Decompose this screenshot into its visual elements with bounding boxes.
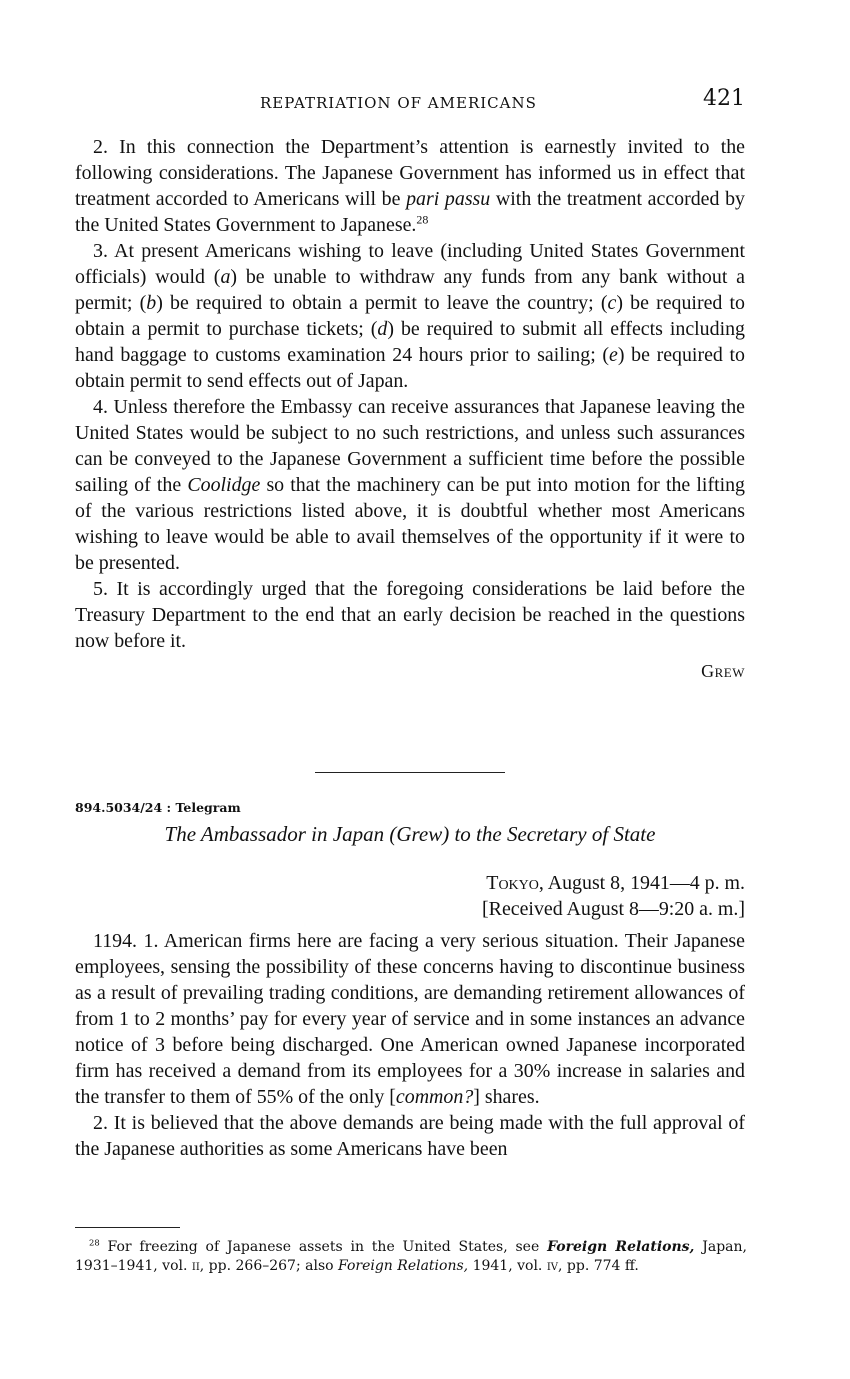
city-name: Tokyo xyxy=(486,872,539,894)
p3-item-a: a xyxy=(220,266,231,288)
second-document-body xyxy=(75,928,745,1162)
p3-item-e: e xyxy=(609,344,618,366)
p3-text: 3. At present Americans wishing to leave (including United States Government officials) would ( xyxy=(75,240,745,288)
p3-text: ) be required to submit all effects including hand baggage to customs examination 24 hours prior to sailing; ( xyxy=(75,318,745,366)
p3-item-b: b xyxy=(146,292,157,314)
fn-volume: iv xyxy=(546,1258,558,1274)
p3-text: ) be required to obtain a permit to leave the country; ( xyxy=(156,292,608,314)
fn-citation: Foreign Relations, xyxy=(547,1239,695,1255)
telegram-paragraph-2: 2. It is believed that the above demands are being made with the full approval of the Japanese authorities as some Americans have been xyxy=(75,1112,745,1160)
telegram-p1-italic: common? xyxy=(395,1086,474,1108)
footnote-marker: 28 xyxy=(89,1237,100,1248)
fn-text: , pp. 774 ff. xyxy=(558,1258,639,1274)
date-sent xyxy=(482,870,745,896)
document-title: The Ambassador in Japan (Grew) to the Secretary of State xyxy=(164,822,656,846)
p3-text: ) be required to obtain permit to send effects out of Japan. xyxy=(75,344,745,392)
paragraph-2 xyxy=(75,134,745,238)
first-document-body xyxy=(75,134,745,684)
section-divider xyxy=(315,772,505,773)
footnote xyxy=(75,1238,747,1276)
telegram-p1-text: 1194. 1. American firms here are facing a very serious situation. Their Japanese employees, sensing the possibility of these concerns having to discontinue business as a result of prevailing trading conditions, are demanding retirement allowances of from 1 to 2 months’ pay for every year of service and in some instances an advance notice of 3 before being discharged. One American owned Japanese incorporated firm has received a demand from its employees for a 30% increase in salaries and the transfer to them of 55% of the only [ xyxy=(75,930,745,1108)
running-title: REPATRIATION OF AMERICANS xyxy=(260,94,537,112)
paragraph-3 xyxy=(75,238,745,394)
fn-text: , pp. 266–267; also xyxy=(199,1258,339,1274)
footnote-text xyxy=(75,1238,747,1276)
fn-text: Japan, 1931–1941, vol. xyxy=(75,1239,747,1274)
p3-item-c: c xyxy=(607,292,617,314)
fn-citation: Foreign Relations, xyxy=(338,1258,469,1274)
fn-text: 1941, vol. xyxy=(468,1258,547,1274)
paragraph-2-text: 2. In this connection the Department’s attention is earnestly invited to the following considerations. The Japanese Government has informed us in effect that treatment accorded to Americans will be xyxy=(75,136,745,210)
paragraph-2-text-end: with the treatment accorded by the United States Government to Japanese. xyxy=(75,188,745,236)
paragraph-4 xyxy=(75,394,745,576)
telegram-p1-text-end: ] shares. xyxy=(473,1086,540,1108)
ship-name: Coolidge xyxy=(187,474,261,496)
footnote-reference: 28 xyxy=(416,212,429,227)
p3-item-d: d xyxy=(377,318,388,340)
p3-text: ) be required to obtain a permit to purchase tickets; ( xyxy=(75,292,745,340)
telegram-paragraph-1 xyxy=(75,928,745,1110)
paragraph-5: 5. It is accordingly urged that the foregoing considerations be laid before the Treasury Department to the end that an early decision be reached in the questions now before it. xyxy=(75,578,745,652)
p3-text: ) be unable to withdraw any funds from any bank without a permit; ( xyxy=(75,266,745,314)
running-header xyxy=(75,82,745,122)
fn-text: For freezing of Japanese assets in the United States, see xyxy=(99,1239,548,1255)
fn-volume: ii xyxy=(191,1258,200,1274)
paragraph-4-text: 4. Unless therefore the Embassy can receive assurances that Japanese leaving the United States would be subject to no such restrictions, and unless such assurances can be conveyed to the Japanese Government a sufficient time before the possible sailing of the xyxy=(75,396,745,496)
date-sent-text: , August 8, 1941—4 p. m. xyxy=(538,872,745,894)
file-reference: 894.5034/24 : Telegram xyxy=(75,800,241,815)
page-number: 421 xyxy=(703,86,745,111)
paragraph-2-italic: pari passu xyxy=(406,188,491,210)
paragraph-4-text-end: so that the machinery can be put into motion for the lifting of the various restrictions listed above, it is doubtful whether most Americans wishing to leave would be able to avail themselves of the opportunity if it were to be presented. xyxy=(75,474,746,574)
date-received: [Received August 8—9:20 a. m.] xyxy=(482,898,745,920)
signature: Grew xyxy=(701,661,745,681)
footnote-rule xyxy=(75,1227,180,1228)
dateline xyxy=(482,870,745,922)
